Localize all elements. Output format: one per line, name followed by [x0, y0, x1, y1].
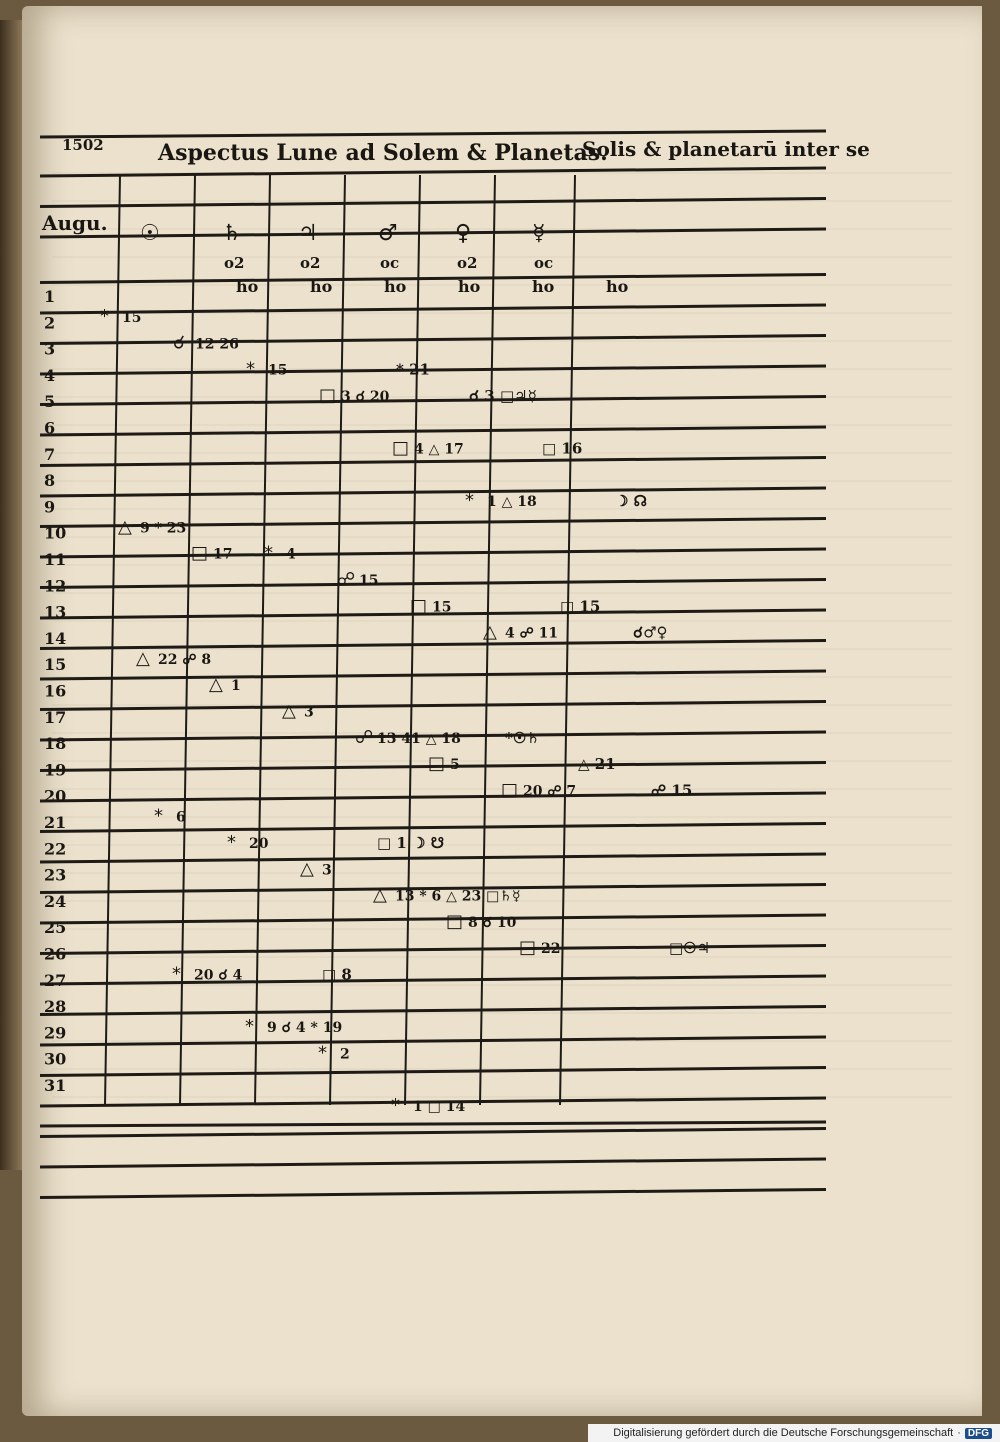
aspect-value: 15 [122, 310, 142, 326]
aspect-value: 9 * 23 [140, 520, 187, 537]
row-rule [40, 854, 826, 862]
row-rule [40, 397, 826, 405]
row-rule [40, 1007, 826, 1015]
day-number: 11 [44, 550, 67, 569]
aspect-value: 4 ☍ 11 [505, 625, 559, 642]
aspect-symbol: □ [191, 542, 209, 564]
day-number: 22 [44, 839, 67, 859]
aspect-symbol: * [318, 1042, 327, 1064]
aspect-symbol: * [246, 358, 255, 380]
ho-label: ho [458, 277, 481, 296]
aspect-symbol: * [245, 1016, 254, 1038]
day-number: 29 [44, 1023, 67, 1043]
day-number: 1 [44, 287, 56, 306]
aspect-value: 20 ☌ 4 [194, 967, 243, 984]
row-rule [40, 549, 826, 557]
aspect-symbol: △ [118, 516, 132, 538]
day-number: 30 [44, 1049, 67, 1069]
dfg-logo: DFG [965, 1428, 992, 1439]
aspect-symbol: □ [519, 937, 537, 959]
aspect-symbol: * [100, 306, 109, 327]
row-rule [40, 1159, 826, 1167]
planet-symbol: ♂ [378, 221, 398, 246]
planet-symbol: ♃ [298, 221, 318, 246]
aspect-symbol: △ [282, 700, 296, 722]
row-rule [40, 199, 826, 207]
aspect-symbol: □ [501, 779, 519, 801]
row-rule [40, 275, 826, 283]
row-rule [40, 458, 826, 466]
aspect-value: 20 ☍ 7 [523, 783, 577, 800]
column-rule [255, 175, 270, 1105]
page-title: Aspectus Lune ad Solem & Planetas. [158, 140, 608, 166]
aspect-value: 13 41 △ 18 [377, 730, 461, 747]
year-label: 1502 [62, 136, 104, 154]
ho-label: ho [532, 277, 555, 296]
aspect-value: 1 △ 18 [487, 494, 537, 511]
day-number: 14 [44, 628, 67, 648]
aspect-symbol: * [172, 963, 181, 985]
aspect-extra: ☍ 15 [651, 781, 693, 800]
day-number: 5 [44, 392, 56, 412]
aspect-symbol: □ [319, 384, 337, 406]
row-rule [40, 1068, 826, 1076]
aspect-symbol: * [227, 832, 236, 853]
planet-symbol: ♄ [222, 221, 242, 246]
aspect-extra: □☉♃ [669, 939, 711, 958]
aspect-value: 3 [304, 704, 314, 721]
row-rule [40, 366, 826, 374]
row-rule [40, 305, 826, 313]
day-number: 4 [44, 365, 56, 385]
aspect-extra: □ 1 ☽ ☋ [377, 834, 445, 852]
aspect-symbol: ☌ [173, 332, 186, 354]
aspect-value: 3 [322, 862, 332, 879]
aspect-value: 22 [541, 941, 561, 958]
aspect-symbol: △ [209, 674, 223, 696]
aspect-symbol: * [264, 542, 273, 564]
aspect-value: 9 ☌ 4 * 19 [267, 1020, 343, 1037]
month-label: Augu. [42, 211, 108, 235]
aspect-symbol: * [154, 805, 163, 827]
aspect-extra: *☉♄ [505, 728, 540, 747]
aspect-value: 15 [268, 362, 288, 379]
aspect-value: 3 ☌ 20 [341, 388, 390, 405]
aspect-symbol: * [391, 1095, 400, 1116]
day-number: 12 [44, 576, 67, 596]
aspect-symbol: ☍ [355, 726, 374, 748]
row-rule [40, 168, 826, 176]
planet-subheader: oc [380, 254, 400, 272]
planet-symbol: ☉ [140, 221, 160, 246]
planet-subheader: oc [534, 254, 554, 272]
aspect-extra: * 21 [396, 360, 430, 379]
day-number: 8 [44, 471, 56, 491]
row-rule [40, 671, 826, 679]
aspect-value: 1 [231, 678, 241, 695]
aspect-symbol: △ [483, 621, 497, 643]
aspect-extra: ☌♂♀ [633, 623, 668, 642]
day-number: 26 [44, 944, 67, 964]
aspect-symbol: □ [428, 753, 446, 775]
day-number: 16 [44, 681, 67, 701]
aspect-extra: □ 15 [560, 597, 601, 616]
day-number: 6 [44, 418, 56, 438]
aspect-extra: △ 21 [578, 755, 616, 774]
row-rule [40, 793, 826, 801]
footer-text: Digitalisierung gefördert durch die Deutsche Forschungsgemeinschaft [613, 1427, 954, 1439]
aspect-value: 22 ☍ 8 [158, 651, 212, 668]
right-title: Solis & planetarū inter se [582, 137, 870, 161]
aspect-value: 17 [213, 546, 233, 563]
planet-symbol: ☿ [532, 221, 546, 246]
row-rule [40, 1129, 826, 1137]
day-number: 15 [44, 655, 67, 675]
aspect-symbol: △ [300, 858, 314, 880]
row-rule [40, 1037, 826, 1045]
planet-symbol: ♀ [455, 221, 472, 246]
aspect-value: 1 □ 14 [413, 1099, 466, 1115]
day-number: 24 [44, 891, 67, 911]
aspect-value: 4 △ 17 [414, 441, 464, 458]
row-rule [40, 1190, 826, 1198]
planet-subheader: o2 [300, 254, 321, 272]
day-number: 9 [44, 497, 56, 517]
row-rule [40, 976, 826, 984]
row-rule [40, 580, 826, 588]
day-number: 10 [44, 523, 67, 543]
day-number: 17 [44, 707, 67, 727]
aspect-value: 5 [450, 757, 460, 774]
planet-subheader: o2 [457, 254, 478, 272]
aspect-value: 8 ☌ 10 [468, 914, 517, 931]
aspect-value: 4 [286, 546, 296, 563]
footer-credit: Digitalisierung gefördert durch die Deutsche Forschungsgemeinschaft · DFG [588, 1424, 1000, 1442]
planet-subheader: o2 [224, 254, 245, 272]
aspect-value: 13 * 6 △ 23 □♄☿ [395, 888, 521, 905]
aspect-symbol: △ [136, 647, 150, 669]
ho-label: ho [310, 277, 333, 296]
row-rule [40, 702, 826, 710]
aspect-symbol: ☍ [337, 569, 356, 590]
ho-label: ho [606, 277, 629, 296]
aspect-extra: ☌ 3 □♃☿ [469, 386, 537, 405]
row-rule [40, 641, 826, 649]
day-number: 3 [44, 339, 56, 359]
aspect-value: 2 [340, 1046, 350, 1063]
row-rule [40, 488, 826, 496]
day-number: 28 [44, 997, 67, 1017]
day-number: 31 [44, 1076, 67, 1095]
day-number: 21 [44, 813, 67, 832]
column-rule [180, 175, 195, 1105]
day-number: 25 [44, 918, 67, 938]
aspect-value: 12 26 [195, 336, 239, 353]
day-number: 18 [44, 734, 67, 754]
row-rule [40, 427, 826, 435]
aspect-extra: □ 8 [322, 965, 352, 984]
aspect-symbol: * [465, 490, 474, 512]
aspect-symbol: □ [410, 595, 428, 617]
aspect-symbol: □ [446, 910, 464, 932]
aspect-symbol: □ [392, 437, 410, 459]
aspect-value: 20 [249, 836, 269, 852]
day-number: 19 [44, 760, 67, 780]
column-rule [405, 175, 420, 1105]
aspect-value: 15 [432, 599, 452, 616]
day-number: 23 [44, 865, 67, 885]
day-number: 7 [44, 444, 56, 464]
row-rule [40, 915, 826, 923]
row-rule [40, 336, 826, 344]
day-number: 20 [44, 786, 67, 806]
ho-label: ho [384, 277, 407, 296]
aspect-value: 6 [176, 809, 186, 826]
aspect-extra: ☽ ☊ [615, 492, 647, 511]
day-number: 2 [44, 313, 56, 333]
day-number: 13 [44, 602, 67, 622]
column-rule [560, 175, 575, 1105]
aspect-value: 15 [359, 573, 379, 589]
day-number: 27 [44, 970, 67, 990]
ho-label: ho [236, 277, 259, 296]
bottom-rule [40, 1122, 826, 1126]
aspect-symbol: △ [373, 884, 387, 906]
aspect-extra: □ 16 [542, 439, 583, 458]
